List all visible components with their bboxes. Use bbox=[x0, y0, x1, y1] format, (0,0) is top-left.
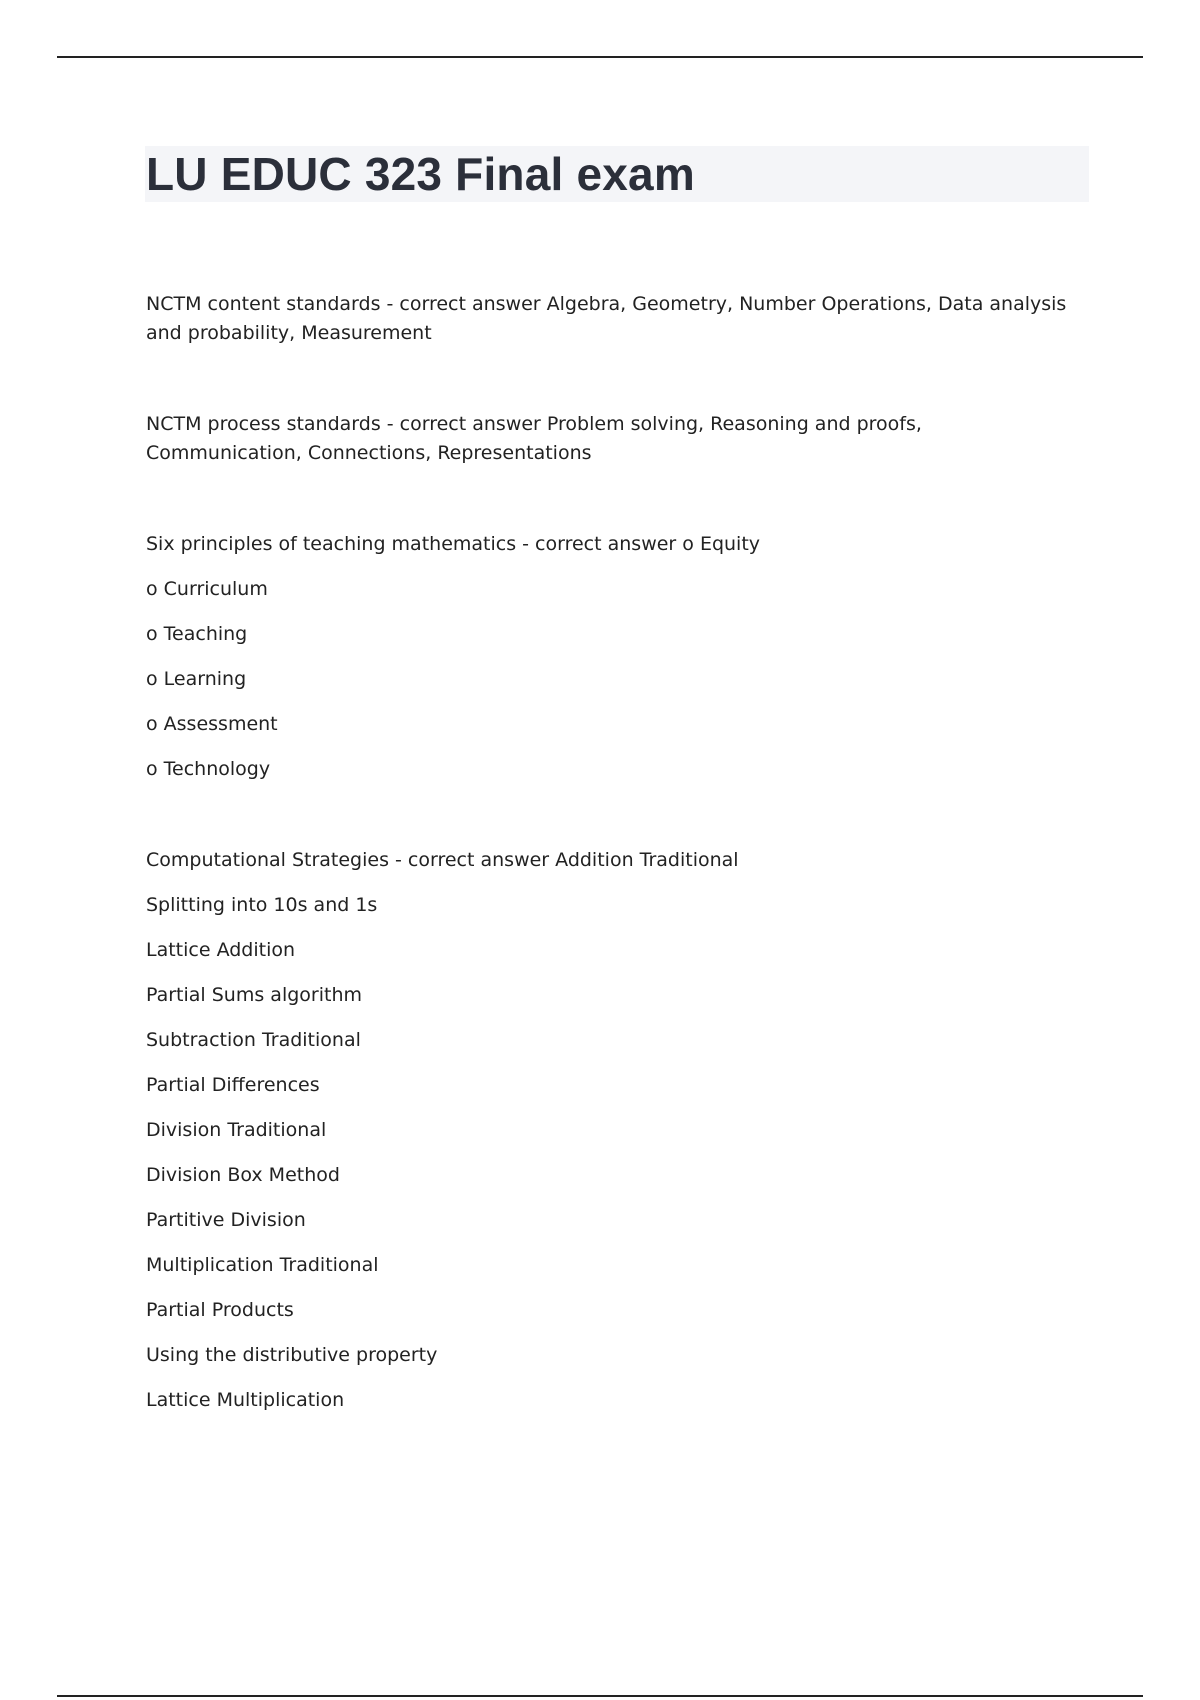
list-item: Using the distributive property bbox=[146, 1344, 438, 1366]
list-item: Partitive Division bbox=[146, 1209, 306, 1231]
list-item: Partial Sums algorithm bbox=[146, 984, 362, 1006]
list-item: Multiplication Traditional bbox=[146, 1254, 379, 1276]
qa-line: Six principles of teaching mathematics - correct answer o Equity bbox=[146, 533, 761, 555]
qa-block-content-standards bbox=[146, 290, 1076, 348]
qa-block-computational-strategies bbox=[146, 846, 1076, 1415]
list-item: o Assessment bbox=[146, 713, 278, 735]
list-item: o Technology bbox=[146, 758, 271, 780]
qa-line: NCTM process standards - correct answer Problem solving, Reasoning and proofs, Communication, Connections, Representations bbox=[146, 413, 922, 464]
list-item: Partial Products bbox=[146, 1299, 294, 1321]
qa-line: NCTM content standards - correct answer Algebra, Geometry, Number Operations, Data analysis and probability, Measurement bbox=[146, 293, 1067, 344]
bottom-divider bbox=[57, 1695, 1143, 1697]
list-item: Splitting into 10s and 1s bbox=[146, 894, 378, 916]
list-item: Partial Differences bbox=[146, 1074, 320, 1096]
top-divider bbox=[57, 56, 1143, 58]
qa-block-process-standards bbox=[146, 410, 1076, 468]
list-item: Division Traditional bbox=[146, 1119, 327, 1141]
document-body bbox=[146, 290, 1076, 1415]
qa-line: Computational Strategies - correct answer Addition Traditional bbox=[146, 849, 739, 871]
list-item: o Learning bbox=[146, 668, 247, 690]
list-item: Subtraction Traditional bbox=[146, 1029, 361, 1051]
list-item: o Curriculum bbox=[146, 578, 268, 600]
list-item: Lattice Multiplication bbox=[146, 1389, 345, 1411]
qa-block-six-principles bbox=[146, 530, 1076, 784]
list-item: Lattice Addition bbox=[146, 939, 296, 961]
list-item: Division Box Method bbox=[146, 1164, 340, 1186]
list-item: o Teaching bbox=[146, 623, 248, 645]
document-title: LU EDUC 323 Final exam bbox=[146, 148, 695, 200]
